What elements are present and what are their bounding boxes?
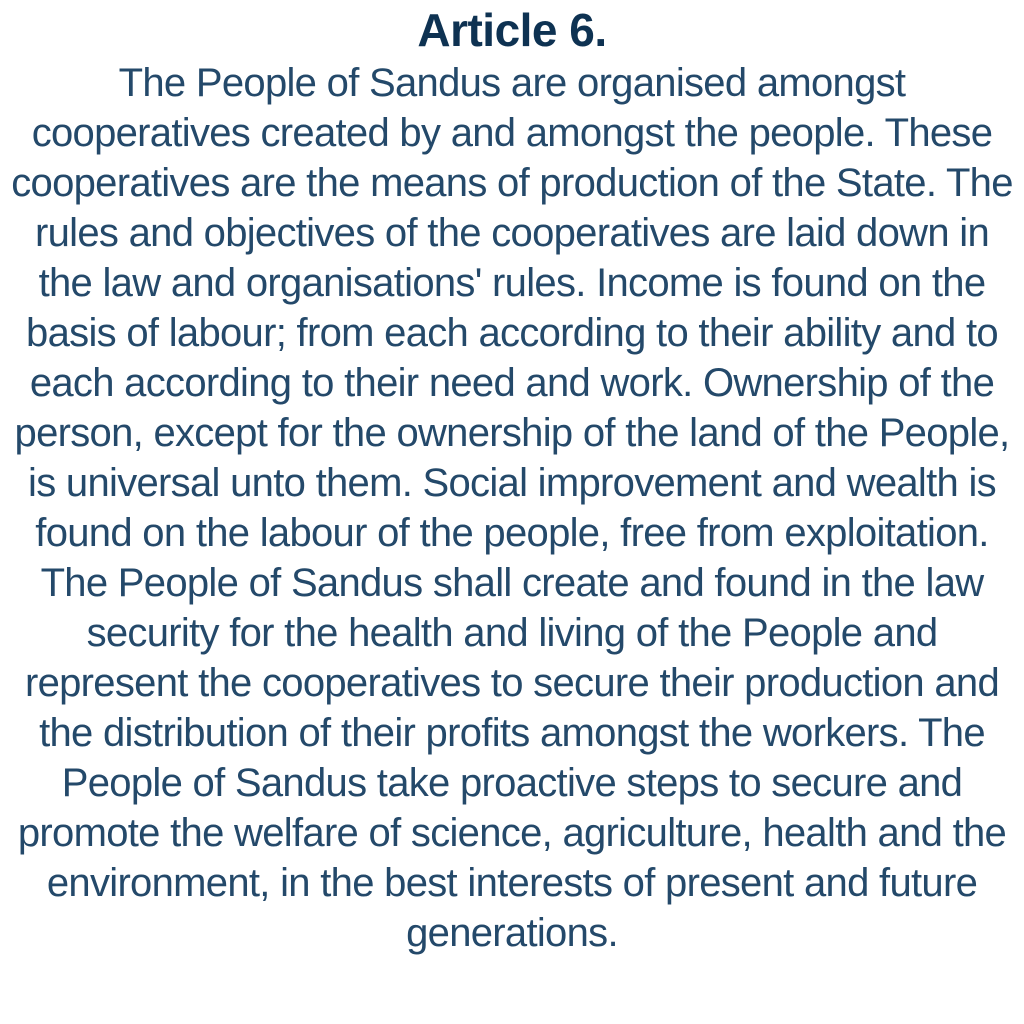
article-title: Article 6. (417, 4, 607, 56)
article-body: The People of Sandus are organised amongst cooperatives created by and amongst the people. These cooperatives are the means of production of the State. The rules and objectives of the cooperatives are laid down in the law and organisations' rules. Income is found on the basis of labour; from each according to their ability and to each according to their need and work. Ownership of the person, except for the ownership of the land of the People, is universal unto them. Social improvement and wealth is found on the labour of the people, free from exploitation. The People of Sandus shall create and found in the law security for the health and living of the People and represent the cooperatives to secure their production and the distribution of their profits amongst the workers. The People of Sandus take proactive steps to secure and promote the welfare of science, agriculture, health and the environment, in the best interests of present and future generations. (11, 61, 1013, 955)
